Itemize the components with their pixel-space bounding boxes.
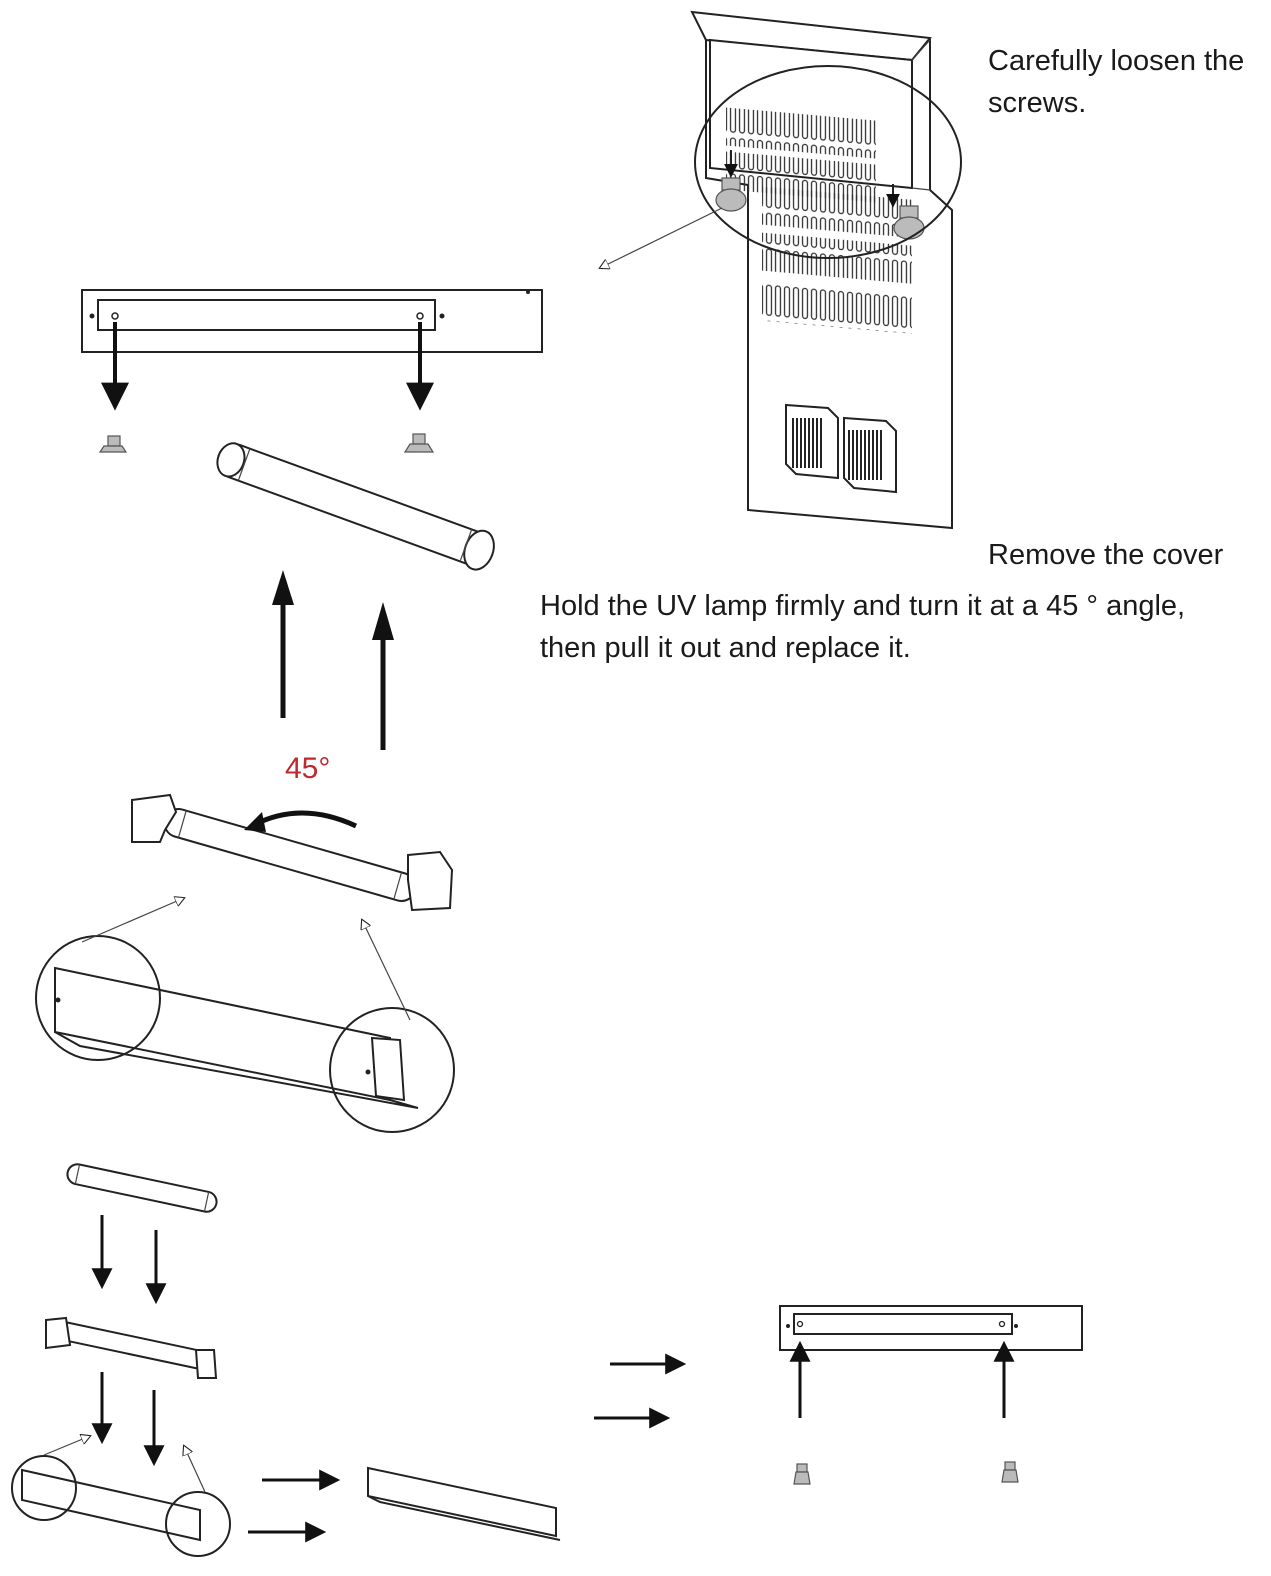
caption-line: Hold the UV lamp firmly and turn it at a 45 ° angle, xyxy=(540,590,1186,622)
screw-icon xyxy=(1002,1462,1018,1482)
sequence-small-channel-closed xyxy=(368,1468,560,1540)
pull-up-arrows xyxy=(272,570,394,750)
screw-icon xyxy=(100,436,126,452)
terminal-block-icon xyxy=(844,418,896,492)
cover-reattach xyxy=(780,1306,1082,1484)
sequence-small-channel xyxy=(12,1436,230,1556)
uv-lamp-tube xyxy=(212,437,499,574)
next-step-arrows xyxy=(248,1480,336,1532)
rotation-angle-label: 45° xyxy=(285,752,331,785)
screw-icon xyxy=(405,434,433,452)
sequence-small-tube xyxy=(66,1162,219,1213)
caption-line: Remove the cover xyxy=(988,539,1224,571)
next-step-arrows xyxy=(594,1364,682,1418)
lamp-cover-plate xyxy=(82,290,542,452)
screw-icon xyxy=(794,1464,810,1484)
rotate-arrow-icon xyxy=(252,813,356,826)
caption-line: Carefully loosen the xyxy=(988,45,1245,77)
lamp-in-holders xyxy=(132,795,452,910)
lamp-holder-channel xyxy=(36,898,454,1132)
sequence-small-holders xyxy=(46,1318,216,1378)
caption-line: screws. xyxy=(988,87,1087,119)
terminal-block-icon xyxy=(786,405,838,478)
caption-line: then pull it out and replace it. xyxy=(540,632,911,664)
appliance-back-panel xyxy=(600,12,961,528)
